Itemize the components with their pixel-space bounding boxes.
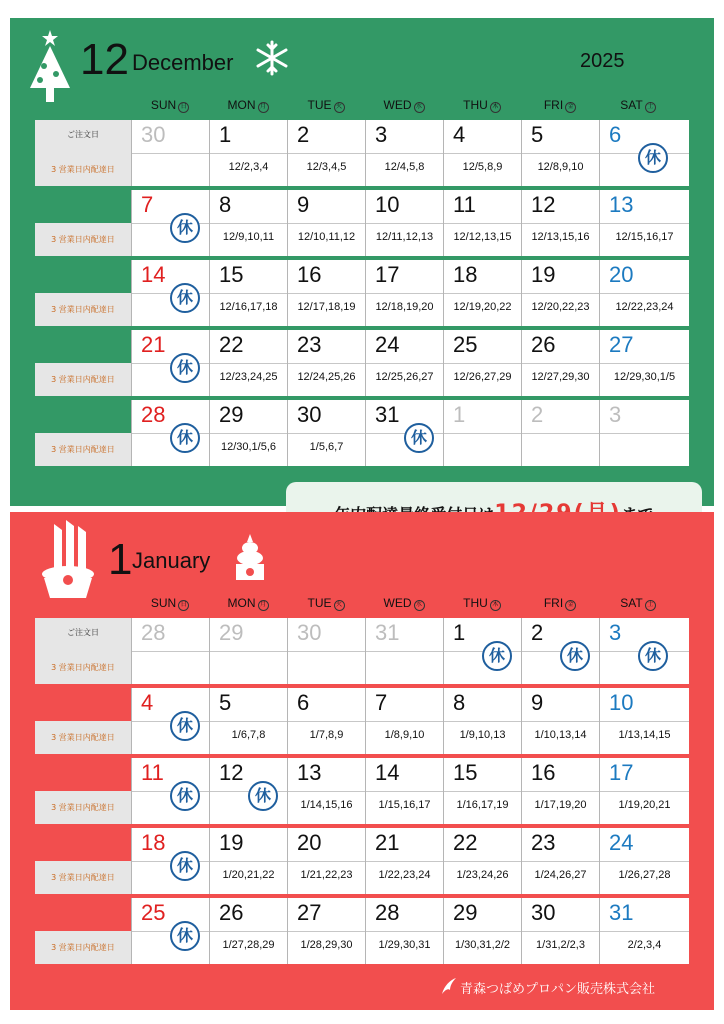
delivery-dates: 12/24,25,26: [297, 371, 356, 383]
calendar-day-cell: [209, 828, 287, 894]
delivery-dates: 12/12,13,15: [453, 231, 512, 243]
day-number: 2: [531, 620, 544, 645]
calendar-week: [131, 260, 689, 326]
calendar-day-cell: [521, 618, 599, 684]
delivery-dates: 1/24,26,27: [534, 869, 587, 881]
delivery-dates: 1/21,22,23: [300, 869, 353, 881]
weekday-kanji-badge: 木: [490, 600, 501, 611]
weekday-header-wed: WED 水: [365, 98, 443, 113]
day-number: 3: [609, 402, 622, 427]
delivery-dates: 1/15,16,17: [378, 799, 431, 811]
company-logo-icon: [440, 976, 458, 996]
day-number: 22: [453, 830, 478, 855]
kagami-mochi-icon: [230, 534, 270, 582]
calendar-day-cell: [443, 618, 521, 684]
calendar-day-cell: [521, 120, 599, 186]
delivery-label: 3 営業日内配達日: [35, 153, 131, 186]
calendar-day-cell: [599, 400, 689, 466]
weekday-header-mon: MON 月: [209, 98, 287, 113]
calendar-day-cell: [443, 400, 521, 466]
calendar-day-cell: [365, 330, 443, 396]
december-panel: [10, 18, 714, 506]
day-number: 29: [453, 900, 478, 925]
calendar-day-cell: [443, 190, 521, 256]
day-number: 30: [141, 122, 166, 147]
january-panel: [10, 512, 714, 1010]
delivery-dates: 1/31,2/2,3: [536, 939, 585, 951]
weekday-header-sat: SAT 土: [599, 596, 677, 611]
row-labels: [35, 400, 131, 466]
calendar-day-cell: [365, 828, 443, 894]
delivery-dates: 1/19,20,21: [618, 799, 671, 811]
january-month-number: 1: [108, 535, 133, 584]
calendar-week: [131, 190, 689, 256]
calendar-day-cell: [365, 758, 443, 824]
weekday-kanji-badge: 水: [414, 600, 425, 611]
day-number: 22: [219, 332, 244, 357]
day-number: 4: [453, 122, 466, 147]
delivery-dates: 1/27,28,29: [222, 939, 275, 951]
row-labels: [35, 120, 131, 186]
calendar-week: [131, 618, 689, 684]
day-number: 15: [219, 262, 244, 287]
day-number: 20: [609, 262, 634, 287]
day-number: 11: [453, 192, 476, 217]
delivery-dates: 1/7,8,9: [309, 729, 344, 741]
day-number: 2: [297, 122, 310, 147]
weekday-header-thu: THU 木: [443, 596, 521, 611]
calendar-day-cell: [365, 898, 443, 964]
delivery-dates: 12/17,18,19: [297, 301, 356, 313]
calendar-day-cell: [287, 898, 365, 964]
calendar-week: [131, 898, 689, 964]
delivery-label: 3 営業日内配達日: [35, 223, 131, 256]
delivery-dates: 12/19,20,22: [453, 301, 512, 313]
calendar-day-cell: [599, 120, 689, 186]
weekday-header-tue: TUE 火: [287, 596, 365, 611]
delivery-dates: 1/9,10,13: [459, 729, 506, 741]
day-number: 14: [141, 262, 166, 287]
delivery-label: 3 営業日内配達日: [35, 721, 131, 754]
row-labels: [35, 688, 131, 754]
calendar-day-cell: [443, 828, 521, 894]
calendar-day-cell: [521, 260, 599, 326]
holiday-badge: 休: [638, 143, 668, 173]
order-date-label: ご注文日: [67, 628, 99, 637]
weekday-kanji-badge: 水: [414, 102, 425, 113]
calendar-day-cell: [209, 688, 287, 754]
calendar-day-cell: [209, 120, 287, 186]
holiday-badge: 休: [170, 283, 200, 313]
day-number: 1: [219, 122, 232, 147]
calendar-day-cell: [131, 828, 209, 894]
day-number: 28: [141, 402, 166, 427]
day-number: 7: [141, 192, 154, 217]
weekday-header-thu: THU 木: [443, 98, 521, 113]
calendar-day-cell: [365, 688, 443, 754]
holiday-badge: 休: [170, 353, 200, 383]
day-number: 16: [297, 262, 322, 287]
holiday-badge: 休: [170, 781, 200, 811]
holiday-badge: 休: [482, 641, 512, 671]
day-number: 28: [141, 620, 166, 645]
calendar-day-cell: [521, 758, 599, 824]
calendar-day-cell: [209, 758, 287, 824]
day-number: 21: [141, 332, 166, 357]
day-number: 31: [375, 620, 400, 645]
delivery-dates: 12/16,17,18: [219, 301, 278, 313]
day-number: 25: [141, 900, 166, 925]
day-number: 17: [375, 262, 400, 287]
day-number: 15: [453, 760, 478, 785]
holiday-badge: 休: [560, 641, 590, 671]
row-labels: [35, 260, 131, 326]
december-month-name: December: [132, 50, 234, 75]
weekday-kanji-badge: 火: [334, 600, 345, 611]
delivery-dates: 12/22,23,24: [615, 301, 674, 313]
weekday-header-mon: MON 月: [209, 596, 287, 611]
calendar-day-cell: [209, 190, 287, 256]
calendar-day-cell: [287, 190, 365, 256]
row-labels: [35, 330, 131, 396]
delivery-dates: 12/10,11,12: [297, 231, 356, 243]
holiday-badge: 休: [404, 423, 434, 453]
calendar-day-cell: [443, 898, 521, 964]
day-number: 8: [453, 690, 466, 715]
delivery-dates: 1/14,15,16: [300, 799, 353, 811]
weekday-kanji-badge: 火: [334, 102, 345, 113]
weekday-header-fri: FRI 金: [521, 98, 599, 113]
day-number: 14: [375, 760, 400, 785]
weekday-kanji-badge: 日: [178, 600, 189, 611]
day-number: 23: [531, 830, 556, 855]
day-number: 11: [141, 760, 164, 785]
calendar-day-cell: [521, 190, 599, 256]
delivery-dates: 1/29,30,31: [378, 939, 431, 951]
calendar-day-cell: [599, 688, 689, 754]
calendar-day-cell: [287, 758, 365, 824]
calendar-day-cell: [209, 618, 287, 684]
day-number: 21: [375, 830, 400, 855]
row-labels: [35, 758, 131, 824]
delivery-label: 3 営業日内配達日: [35, 363, 131, 396]
calendar-day-cell: [209, 260, 287, 326]
calendar-day-cell: [599, 758, 689, 824]
calendar-week: [131, 828, 689, 894]
delivery-dates: 12/2,3,4: [228, 161, 269, 173]
calendar-day-cell: [365, 400, 443, 466]
calendar-day-cell: [287, 400, 365, 466]
day-number: 29: [219, 402, 244, 427]
calendar-day-cell: [521, 400, 599, 466]
calendar-day-cell: [599, 898, 689, 964]
day-number: 28: [375, 900, 400, 925]
day-number: 29: [219, 620, 244, 645]
holiday-badge: 休: [170, 851, 200, 881]
calendar-day-cell: [521, 828, 599, 894]
calendar-day-cell: [443, 120, 521, 186]
calendar-week: [131, 688, 689, 754]
day-number: 9: [531, 690, 544, 715]
weekday-kanji-badge: 金: [565, 102, 576, 113]
delivery-dates: 12/15,16,17: [615, 231, 674, 243]
calendar-day-cell: [131, 190, 209, 256]
day-number: 31: [609, 900, 634, 925]
delivery-dates: 12/5,8,9: [462, 161, 503, 173]
holiday-badge: 休: [248, 781, 278, 811]
day-number: 23: [297, 332, 322, 357]
day-number: 1: [453, 620, 466, 645]
delivery-dates: 1/10,13,14: [534, 729, 587, 741]
christmas-tree-icon: [24, 28, 76, 108]
calendar-day-cell: [287, 828, 365, 894]
calendar-day-cell: [599, 260, 689, 326]
weekday-header-sun: SUN 日: [131, 98, 209, 113]
delivery-dates: 12/23,24,25: [219, 371, 278, 383]
december-month-number: 12: [80, 35, 129, 84]
weekday-kanji-badge: 土: [645, 600, 656, 611]
holiday-badge: 休: [170, 423, 200, 453]
delivery-dates: 1/8,9,10: [384, 729, 425, 741]
day-number: 8: [219, 192, 232, 217]
weekday-header-tue: TUE 火: [287, 98, 365, 113]
day-number: 30: [531, 900, 556, 925]
day-number: 2: [531, 402, 544, 427]
day-number: 13: [609, 192, 634, 217]
row-labels: [35, 828, 131, 894]
january-month-name: January: [132, 548, 211, 573]
calendar-day-cell: [131, 260, 209, 326]
day-number: 5: [531, 122, 544, 147]
holiday-badge: 休: [170, 213, 200, 243]
day-number: 16: [531, 760, 556, 785]
day-number: 18: [141, 830, 166, 855]
day-number: 17: [609, 760, 634, 785]
holiday-badge: 休: [170, 921, 200, 951]
calendar-day-cell: [209, 400, 287, 466]
day-number: 7: [375, 690, 388, 715]
snowflake-icon: [254, 40, 290, 76]
delivery-dates: 2/2,3,4: [627, 939, 662, 951]
calendar-day-cell: [599, 618, 689, 684]
calendar-day-cell: [365, 260, 443, 326]
day-number: 4: [141, 690, 154, 715]
day-number: 3: [609, 620, 622, 645]
day-number: 26: [219, 900, 244, 925]
delivery-dates: 1/6,7,8: [231, 729, 266, 741]
calendar-day-cell: [131, 120, 209, 186]
calendar-day-cell: [287, 330, 365, 396]
calendar-week: [131, 330, 689, 396]
calendar-day-cell: [599, 828, 689, 894]
delivery-dates: 12/26,27,29: [453, 371, 512, 383]
row-labels: [35, 898, 131, 964]
weekday-header-sat: SAT 土: [599, 98, 677, 113]
calendar-day-cell: [131, 688, 209, 754]
delivery-dates: 12/25,26,27: [375, 371, 434, 383]
day-number: 10: [609, 690, 634, 715]
delivery-label: 3 営業日内配達日: [35, 861, 131, 894]
calendar-day-cell: [131, 758, 209, 824]
kadomatsu-icon: [38, 520, 98, 600]
calendar-day-cell: [443, 260, 521, 326]
calendar-day-cell: [599, 190, 689, 256]
day-number: 27: [297, 900, 322, 925]
calendar-day-cell: [131, 400, 209, 466]
day-number: 20: [297, 830, 322, 855]
weekday-header-sun: SUN 日: [131, 596, 209, 611]
calendar-week: [131, 120, 689, 186]
calendar-day-cell: [443, 758, 521, 824]
day-number: 12: [219, 760, 244, 785]
day-number: 5: [219, 690, 232, 715]
day-number: 31: [375, 402, 400, 427]
day-number: 1: [453, 402, 466, 427]
delivery-dates: 12/3,4,5: [306, 161, 347, 173]
calendar-week: [131, 400, 689, 466]
order-date-label: ご注文日: [67, 130, 99, 139]
delivery-dates: 1/26,27,28: [618, 869, 671, 881]
row-labels: [35, 190, 131, 256]
day-number: 6: [609, 122, 622, 147]
day-number: 30: [297, 402, 322, 427]
day-number: 10: [375, 192, 400, 217]
calendar-day-cell: [365, 618, 443, 684]
calendar-day-cell: [131, 898, 209, 964]
day-number: 30: [297, 620, 322, 645]
delivery-dates: 12/29,30,1/5: [613, 371, 676, 383]
weekday-kanji-badge: 木: [490, 102, 501, 113]
day-number: 9: [297, 192, 310, 217]
day-number: 6: [297, 690, 310, 715]
delivery-dates: 1/13,14,15: [618, 729, 671, 741]
delivery-dates: 1/22,23,24: [378, 869, 431, 881]
holiday-badge: 休: [170, 711, 200, 741]
day-number: 26: [531, 332, 556, 357]
company-name: 青森つばめプロパン販売株式会社: [460, 982, 656, 997]
delivery-dates: 12/30,1/5,6: [220, 441, 277, 453]
delivery-dates: 12/9,10,11: [222, 231, 275, 243]
holiday-badge: 休: [638, 641, 668, 671]
calendar-day-cell: [443, 688, 521, 754]
weekday-kanji-badge: 金: [565, 600, 576, 611]
calendar-day-cell: [443, 330, 521, 396]
day-number: 24: [609, 830, 634, 855]
delivery-dates: 1/5,6,7: [309, 441, 344, 453]
weekday-kanji-badge: 日: [178, 102, 189, 113]
weekday-kanji-badge: 月: [258, 600, 269, 611]
calendar-day-cell: [131, 618, 209, 684]
delivery-label: 3 営業日内配達日: [35, 651, 131, 684]
weekday-header-fri: FRI 金: [521, 596, 599, 611]
day-number: 18: [453, 262, 478, 287]
day-number: 25: [453, 332, 478, 357]
calendar-day-cell: [365, 190, 443, 256]
weekday-header-wed: WED 水: [365, 596, 443, 611]
delivery-dates: 1/30,31,2/2: [454, 939, 511, 951]
day-number: 13: [297, 760, 322, 785]
calendar-day-cell: [209, 330, 287, 396]
delivery-dates: 12/4,5,8: [384, 161, 425, 173]
calendar-day-cell: [365, 120, 443, 186]
calendar-day-cell: [287, 618, 365, 684]
day-number: 12: [531, 192, 556, 217]
day-number: 19: [531, 262, 556, 287]
calendar-day-cell: [521, 688, 599, 754]
year: 2025: [580, 50, 625, 72]
day-number: 3: [375, 122, 388, 147]
delivery-dates: 12/27,29,30: [531, 371, 590, 383]
weekday-kanji-badge: 土: [645, 102, 656, 113]
delivery-dates: 1/17,19,20: [534, 799, 587, 811]
weekday-kanji-badge: 月: [258, 102, 269, 113]
calendar-day-cell: [287, 120, 365, 186]
delivery-dates: 1/16,17,19: [456, 799, 509, 811]
delivery-dates: 1/20,21,22: [222, 869, 275, 881]
calendar-day-cell: [209, 898, 287, 964]
delivery-dates: 12/8,9,10: [537, 161, 584, 173]
delivery-dates: 12/11,12,13: [375, 231, 434, 243]
delivery-dates: 1/23,24,26: [456, 869, 509, 881]
day-number: 27: [609, 332, 634, 357]
calendar-day-cell: [521, 330, 599, 396]
calendar-week: [131, 758, 689, 824]
delivery-dates: 12/13,15,16: [531, 231, 590, 243]
delivery-dates: 1/28,29,30: [300, 939, 353, 951]
delivery-label: 3 営業日内配達日: [35, 293, 131, 326]
delivery-dates: 12/20,22,23: [531, 301, 590, 313]
calendar-day-cell: [599, 330, 689, 396]
calendar-day-cell: [131, 330, 209, 396]
calendar-day-cell: [287, 260, 365, 326]
delivery-dates: 12/18,19,20: [375, 301, 434, 313]
delivery-label: 3 営業日内配達日: [35, 791, 131, 824]
day-number: 24: [375, 332, 400, 357]
calendar-day-cell: [287, 688, 365, 754]
delivery-label: 3 営業日内配達日: [35, 433, 131, 466]
delivery-label: 3 営業日内配達日: [35, 931, 131, 964]
day-number: 19: [219, 830, 244, 855]
calendar-day-cell: [521, 898, 599, 964]
row-labels: [35, 618, 131, 684]
